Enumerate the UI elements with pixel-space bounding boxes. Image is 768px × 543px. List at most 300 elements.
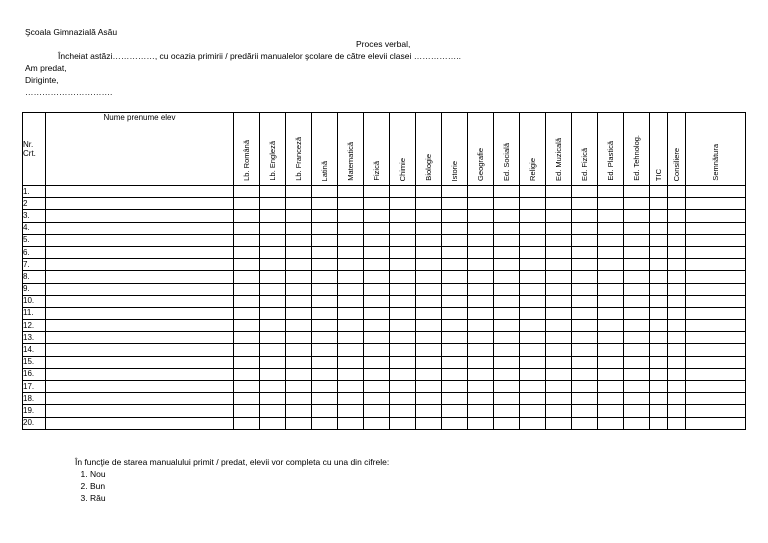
subject-cell[interactable] (416, 234, 442, 246)
subject-cell[interactable] (520, 344, 546, 356)
subject-cell[interactable] (312, 186, 338, 198)
subject-cell[interactable] (338, 344, 364, 356)
subject-cell[interactable] (390, 283, 416, 295)
subject-cell[interactable] (390, 246, 416, 258)
subject-cell[interactable] (598, 259, 624, 271)
subject-cell[interactable] (442, 186, 468, 198)
subject-cell[interactable] (572, 417, 598, 429)
subject-cell[interactable] (520, 417, 546, 429)
subject-cell[interactable] (494, 259, 520, 271)
subject-cell[interactable] (686, 417, 746, 429)
subject-cell[interactable] (234, 356, 260, 368)
subject-cell[interactable] (260, 356, 286, 368)
subject-cell[interactable] (468, 210, 494, 222)
subject-cell[interactable] (260, 271, 286, 283)
subject-cell[interactable] (416, 186, 442, 198)
subject-cell[interactable] (468, 259, 494, 271)
subject-cell[interactable] (442, 259, 468, 271)
subject-cell[interactable] (260, 186, 286, 198)
subject-cell[interactable] (624, 198, 650, 210)
subject-cell[interactable] (234, 393, 260, 405)
subject-cell[interactable] (686, 259, 746, 271)
subject-cell[interactable] (364, 271, 390, 283)
subject-cell[interactable] (312, 417, 338, 429)
subject-cell[interactable] (234, 417, 260, 429)
subject-cell[interactable] (650, 186, 668, 198)
subject-cell[interactable] (686, 210, 746, 222)
subject-cell[interactable] (416, 393, 442, 405)
subject-cell[interactable] (546, 271, 572, 283)
subject-cell[interactable] (416, 259, 442, 271)
subject-cell[interactable] (312, 246, 338, 258)
subject-cell[interactable] (686, 186, 746, 198)
subject-cell[interactable] (520, 332, 546, 344)
subject-cell[interactable] (598, 210, 624, 222)
subject-cell[interactable] (668, 186, 686, 198)
subject-cell[interactable] (234, 234, 260, 246)
subject-cell[interactable] (668, 417, 686, 429)
subject-cell[interactable] (312, 234, 338, 246)
subject-cell[interactable] (260, 393, 286, 405)
subject-cell[interactable] (416, 295, 442, 307)
subject-cell[interactable] (338, 186, 364, 198)
subject-cell[interactable] (234, 210, 260, 222)
subject-cell[interactable] (312, 198, 338, 210)
subject-cell[interactable] (546, 320, 572, 332)
subject-cell[interactable] (260, 381, 286, 393)
subject-cell[interactable] (442, 307, 468, 319)
subject-cell[interactable] (598, 198, 624, 210)
subject-cell[interactable] (668, 283, 686, 295)
subject-cell[interactable] (312, 259, 338, 271)
subject-cell[interactable] (546, 222, 572, 234)
subject-cell[interactable] (234, 198, 260, 210)
subject-cell[interactable] (286, 368, 312, 380)
subject-cell[interactable] (686, 295, 746, 307)
student-name-cell[interactable] (46, 356, 234, 368)
subject-cell[interactable] (468, 271, 494, 283)
subject-cell[interactable] (364, 259, 390, 271)
subject-cell[interactable] (624, 381, 650, 393)
subject-cell[interactable] (546, 381, 572, 393)
subject-cell[interactable] (650, 259, 668, 271)
subject-cell[interactable] (650, 320, 668, 332)
subject-cell[interactable] (442, 271, 468, 283)
subject-cell[interactable] (416, 356, 442, 368)
subject-cell[interactable] (598, 344, 624, 356)
subject-cell[interactable] (468, 332, 494, 344)
subject-cell[interactable] (390, 198, 416, 210)
subject-cell[interactable] (494, 332, 520, 344)
subject-cell[interactable] (234, 222, 260, 234)
subject-cell[interactable] (442, 234, 468, 246)
student-name-cell[interactable] (46, 259, 234, 271)
subject-cell[interactable] (364, 295, 390, 307)
student-name-cell[interactable] (46, 332, 234, 344)
subject-cell[interactable] (286, 186, 312, 198)
subject-cell[interactable] (624, 186, 650, 198)
subject-cell[interactable] (686, 246, 746, 258)
subject-cell[interactable] (686, 271, 746, 283)
subject-cell[interactable] (494, 246, 520, 258)
subject-cell[interactable] (546, 307, 572, 319)
subject-cell[interactable] (624, 344, 650, 356)
subject-cell[interactable] (572, 222, 598, 234)
subject-cell[interactable] (338, 283, 364, 295)
subject-cell[interactable] (260, 222, 286, 234)
subject-cell[interactable] (286, 405, 312, 417)
student-name-cell[interactable] (46, 405, 234, 417)
subject-cell[interactable] (442, 332, 468, 344)
subject-cell[interactable] (338, 320, 364, 332)
subject-cell[interactable] (468, 307, 494, 319)
student-name-cell[interactable] (46, 210, 234, 222)
subject-cell[interactable] (312, 344, 338, 356)
subject-cell[interactable] (338, 246, 364, 258)
subject-cell[interactable] (520, 368, 546, 380)
subject-cell[interactable] (442, 344, 468, 356)
subject-cell[interactable] (650, 356, 668, 368)
subject-cell[interactable] (364, 381, 390, 393)
subject-cell[interactable] (286, 393, 312, 405)
subject-cell[interactable] (650, 271, 668, 283)
subject-cell[interactable] (624, 320, 650, 332)
subject-cell[interactable] (520, 198, 546, 210)
subject-cell[interactable] (338, 417, 364, 429)
subject-cell[interactable] (234, 259, 260, 271)
subject-cell[interactable] (624, 405, 650, 417)
subject-cell[interactable] (416, 246, 442, 258)
subject-cell[interactable] (468, 283, 494, 295)
subject-cell[interactable] (546, 417, 572, 429)
subject-cell[interactable] (390, 393, 416, 405)
subject-cell[interactable] (520, 295, 546, 307)
subject-cell[interactable] (546, 283, 572, 295)
subject-cell[interactable] (650, 393, 668, 405)
subject-cell[interactable] (520, 405, 546, 417)
subject-cell[interactable] (520, 320, 546, 332)
subject-cell[interactable] (312, 210, 338, 222)
subject-cell[interactable] (546, 368, 572, 380)
subject-cell[interactable] (668, 259, 686, 271)
subject-cell[interactable] (598, 405, 624, 417)
subject-cell[interactable] (312, 271, 338, 283)
subject-cell[interactable] (442, 320, 468, 332)
subject-cell[interactable] (572, 283, 598, 295)
subject-cell[interactable] (650, 332, 668, 344)
student-name-cell[interactable] (46, 271, 234, 283)
subject-cell[interactable] (650, 222, 668, 234)
subject-cell[interactable] (286, 332, 312, 344)
subject-cell[interactable] (686, 368, 746, 380)
subject-cell[interactable] (286, 246, 312, 258)
subject-cell[interactable] (338, 295, 364, 307)
subject-cell[interactable] (668, 246, 686, 258)
student-name-cell[interactable] (46, 295, 234, 307)
subject-cell[interactable] (364, 307, 390, 319)
subject-cell[interactable] (686, 381, 746, 393)
subject-cell[interactable] (390, 368, 416, 380)
subject-cell[interactable] (650, 307, 668, 319)
subject-cell[interactable] (546, 210, 572, 222)
subject-cell[interactable] (390, 417, 416, 429)
subject-cell[interactable] (494, 295, 520, 307)
subject-cell[interactable] (390, 234, 416, 246)
subject-cell[interactable] (468, 344, 494, 356)
subject-cell[interactable] (390, 344, 416, 356)
subject-cell[interactable] (650, 198, 668, 210)
subject-cell[interactable] (650, 283, 668, 295)
subject-cell[interactable] (572, 368, 598, 380)
subject-cell[interactable] (686, 393, 746, 405)
subject-cell[interactable] (494, 344, 520, 356)
subject-cell[interactable] (598, 271, 624, 283)
subject-cell[interactable] (260, 344, 286, 356)
subject-cell[interactable] (686, 332, 746, 344)
subject-cell[interactable] (312, 405, 338, 417)
subject-cell[interactable] (624, 368, 650, 380)
subject-cell[interactable] (494, 210, 520, 222)
subject-cell[interactable] (234, 405, 260, 417)
subject-cell[interactable] (650, 246, 668, 258)
subject-cell[interactable] (686, 234, 746, 246)
subject-cell[interactable] (598, 368, 624, 380)
subject-cell[interactable] (416, 198, 442, 210)
subject-cell[interactable] (390, 271, 416, 283)
subject-cell[interactable] (624, 271, 650, 283)
subject-cell[interactable] (442, 368, 468, 380)
subject-cell[interactable] (286, 259, 312, 271)
subject-cell[interactable] (624, 332, 650, 344)
student-name-cell[interactable] (46, 283, 234, 295)
subject-cell[interactable] (650, 368, 668, 380)
student-name-cell[interactable] (46, 222, 234, 234)
subject-cell[interactable] (468, 381, 494, 393)
subject-cell[interactable] (572, 295, 598, 307)
subject-cell[interactable] (494, 271, 520, 283)
subject-cell[interactable] (494, 356, 520, 368)
subject-cell[interactable] (650, 405, 668, 417)
subject-cell[interactable] (494, 368, 520, 380)
subject-cell[interactable] (234, 295, 260, 307)
subject-cell[interactable] (260, 417, 286, 429)
subject-cell[interactable] (260, 210, 286, 222)
subject-cell[interactable] (624, 283, 650, 295)
subject-cell[interactable] (260, 198, 286, 210)
subject-cell[interactable] (624, 356, 650, 368)
student-name-cell[interactable] (46, 381, 234, 393)
subject-cell[interactable] (338, 222, 364, 234)
subject-cell[interactable] (364, 222, 390, 234)
subject-cell[interactable] (286, 283, 312, 295)
subject-cell[interactable] (312, 393, 338, 405)
subject-cell[interactable] (260, 368, 286, 380)
student-name-cell[interactable] (46, 186, 234, 198)
student-name-cell[interactable] (46, 307, 234, 319)
subject-cell[interactable] (468, 295, 494, 307)
subject-cell[interactable] (234, 271, 260, 283)
subject-cell[interactable] (494, 381, 520, 393)
subject-cell[interactable] (668, 271, 686, 283)
subject-cell[interactable] (668, 222, 686, 234)
subject-cell[interactable] (468, 356, 494, 368)
subject-cell[interactable] (668, 332, 686, 344)
subject-cell[interactable] (468, 234, 494, 246)
subject-cell[interactable] (364, 186, 390, 198)
subject-cell[interactable] (260, 295, 286, 307)
subject-cell[interactable] (312, 283, 338, 295)
subject-cell[interactable] (364, 356, 390, 368)
subject-cell[interactable] (520, 222, 546, 234)
subject-cell[interactable] (686, 405, 746, 417)
subject-cell[interactable] (442, 198, 468, 210)
student-name-cell[interactable] (46, 344, 234, 356)
subject-cell[interactable] (338, 271, 364, 283)
subject-cell[interactable] (442, 356, 468, 368)
subject-cell[interactable] (494, 417, 520, 429)
subject-cell[interactable] (572, 307, 598, 319)
subject-cell[interactable] (338, 307, 364, 319)
subject-cell[interactable] (520, 356, 546, 368)
subject-cell[interactable] (442, 405, 468, 417)
subject-cell[interactable] (260, 405, 286, 417)
subject-cell[interactable] (312, 356, 338, 368)
subject-cell[interactable] (260, 307, 286, 319)
subject-cell[interactable] (442, 393, 468, 405)
subject-cell[interactable] (572, 234, 598, 246)
subject-cell[interactable] (546, 246, 572, 258)
subject-cell[interactable] (338, 332, 364, 344)
subject-cell[interactable] (468, 222, 494, 234)
subject-cell[interactable] (260, 259, 286, 271)
student-name-cell[interactable] (46, 417, 234, 429)
subject-cell[interactable] (546, 405, 572, 417)
subject-cell[interactable] (338, 368, 364, 380)
student-name-cell[interactable] (46, 246, 234, 258)
subject-cell[interactable] (416, 210, 442, 222)
subject-cell[interactable] (468, 186, 494, 198)
subject-cell[interactable] (546, 344, 572, 356)
subject-cell[interactable] (260, 246, 286, 258)
subject-cell[interactable] (234, 344, 260, 356)
subject-cell[interactable] (598, 320, 624, 332)
subject-cell[interactable] (286, 344, 312, 356)
subject-cell[interactable] (260, 332, 286, 344)
subject-cell[interactable] (668, 210, 686, 222)
subject-cell[interactable] (364, 246, 390, 258)
subject-cell[interactable] (468, 405, 494, 417)
subject-cell[interactable] (234, 320, 260, 332)
subject-cell[interactable] (468, 393, 494, 405)
subject-cell[interactable] (520, 283, 546, 295)
subject-cell[interactable] (416, 271, 442, 283)
subject-cell[interactable] (572, 246, 598, 258)
subject-cell[interactable] (624, 234, 650, 246)
subject-cell[interactable] (416, 405, 442, 417)
subject-cell[interactable] (598, 356, 624, 368)
subject-cell[interactable] (572, 356, 598, 368)
subject-cell[interactable] (520, 234, 546, 246)
subject-cell[interactable] (494, 222, 520, 234)
subject-cell[interactable] (286, 295, 312, 307)
subject-cell[interactable] (416, 381, 442, 393)
subject-cell[interactable] (546, 356, 572, 368)
subject-cell[interactable] (312, 295, 338, 307)
subject-cell[interactable] (650, 381, 668, 393)
subject-cell[interactable] (572, 186, 598, 198)
student-name-cell[interactable] (46, 234, 234, 246)
subject-cell[interactable] (572, 210, 598, 222)
subject-cell[interactable] (416, 344, 442, 356)
subject-cell[interactable] (686, 222, 746, 234)
subject-cell[interactable] (686, 320, 746, 332)
subject-cell[interactable] (668, 405, 686, 417)
subject-cell[interactable] (468, 320, 494, 332)
subject-cell[interactable] (650, 344, 668, 356)
subject-cell[interactable] (338, 405, 364, 417)
subject-cell[interactable] (286, 320, 312, 332)
subject-cell[interactable] (416, 283, 442, 295)
subject-cell[interactable] (442, 295, 468, 307)
subject-cell[interactable] (416, 320, 442, 332)
subject-cell[interactable] (364, 332, 390, 344)
subject-cell[interactable] (468, 246, 494, 258)
subject-cell[interactable] (390, 381, 416, 393)
subject-cell[interactable] (364, 405, 390, 417)
subject-cell[interactable] (286, 198, 312, 210)
subject-cell[interactable] (286, 271, 312, 283)
subject-cell[interactable] (686, 198, 746, 210)
subject-cell[interactable] (390, 295, 416, 307)
subject-cell[interactable] (668, 320, 686, 332)
subject-cell[interactable] (468, 417, 494, 429)
subject-cell[interactable] (624, 259, 650, 271)
subject-cell[interactable] (338, 259, 364, 271)
subject-cell[interactable] (234, 246, 260, 258)
subject-cell[interactable] (338, 210, 364, 222)
subject-cell[interactable] (494, 320, 520, 332)
subject-cell[interactable] (234, 307, 260, 319)
subject-cell[interactable] (520, 307, 546, 319)
subject-cell[interactable] (234, 186, 260, 198)
subject-cell[interactable] (624, 307, 650, 319)
subject-cell[interactable] (598, 332, 624, 344)
subject-cell[interactable] (312, 307, 338, 319)
subject-cell[interactable] (668, 356, 686, 368)
subject-cell[interactable] (546, 198, 572, 210)
subject-cell[interactable] (572, 332, 598, 344)
subject-cell[interactable] (234, 283, 260, 295)
subject-cell[interactable] (390, 259, 416, 271)
subject-cell[interactable] (338, 381, 364, 393)
subject-cell[interactable] (286, 307, 312, 319)
subject-cell[interactable] (442, 246, 468, 258)
subject-cell[interactable] (390, 186, 416, 198)
subject-cell[interactable] (286, 356, 312, 368)
subject-cell[interactable] (390, 332, 416, 344)
subject-cell[interactable] (598, 417, 624, 429)
subject-cell[interactable] (364, 320, 390, 332)
subject-cell[interactable] (416, 222, 442, 234)
subject-cell[interactable] (416, 332, 442, 344)
student-name-cell[interactable] (46, 320, 234, 332)
subject-cell[interactable] (572, 405, 598, 417)
subject-cell[interactable] (624, 210, 650, 222)
subject-cell[interactable] (494, 186, 520, 198)
subject-cell[interactable] (234, 332, 260, 344)
subject-cell[interactable] (598, 381, 624, 393)
subject-cell[interactable] (546, 234, 572, 246)
